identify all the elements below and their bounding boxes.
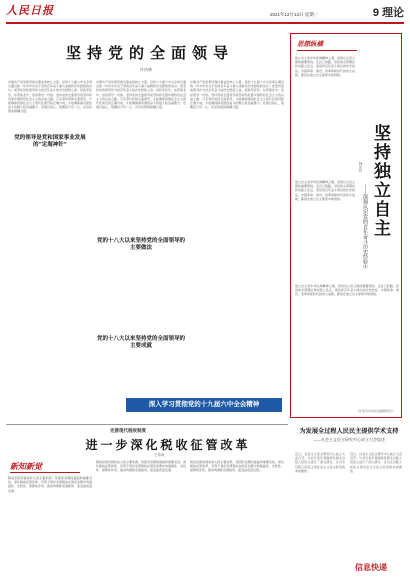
xinzhi-badge: 新知新觉 [10, 461, 42, 471]
right-lower-column-2: 近日，社会主义民主研究中心成立大会召开。与会专家学者围绕发展全过程人民民主进行了深入研讨，认为全过程人民民主是社会主义民主政治的本质属性。 [350, 452, 402, 473]
masthead [0, 0, 410, 24]
right-lower-column-1: 近日，社会主义民主研究中心成立大会召开。与会专家学者围绕发展全过程人民民主进行了深入研讨，认为全过程人民民主是社会主义民主政治的本质属性。 [295, 452, 345, 473]
main-article-title: 坚持党的全面领导 [65, 44, 234, 62]
lower-article-title: 进一步深化税收征管改革 [85, 438, 251, 452]
badge-rule [297, 50, 357, 51]
top-rule [6, 22, 404, 24]
main-article-column-2: 中国共产党是领导我们事业的核心力量。党的十九届六中全会审议通过的《中共中央关于党的百年奋斗重大成就和历史经验的决议》把坚持党的领导作为党百年奋斗的历史经验之首。党政军民学，东西南北中，党是领导一切的。坚持党的全面领导是坚持和发展中国特色社会主义的必由之路。只有坚持党的全面领导，才能确保我国社会主义现代化建设的正确方向，才能确保拥有团结奋斗的强大政治凝聚力、发展自信心，集聚起万众一心、共克时艰的磅礴力量。 [96, 80, 186, 110]
boxed-article-text-mid: 独立自主是中华民族精神之魂，是我们立党立国的重要原则。走自己的路，是党的全部理论和实践立足点，更是党百年奋斗得出的历史结论。中国革命、建设、改革和新时代的伟大成就，都是在独立自主探索中取得的。 [295, 180, 355, 201]
lower-article-kicker: 完善现代税收制度 [110, 429, 146, 434]
lower-article-column-3: 税收是国家财政收入的主要来源，是国家治理的基础和重要支柱。深化税收征管改革，有利于更好发挥税收在国家治理中的基础性、支柱性、保障性作用，推动构建新发展格局，促进高质量发展。 [190, 460, 284, 473]
boxed-article-text-bottom: 独立自主是中华民族精神之魂，是我们立党立国的重要原则。走自己的路，是党的全部理论和实践立足点，更是党百年奋斗得出的历史结论。中国革命、建设、改革和新时代的伟大成就，都是在独立自主探索中取得的。 [295, 284, 399, 297]
boxed-article-subtitle: ——深刻认识党的百年奋斗历史经验④ [362, 184, 368, 269]
lower-article-column-2: 税收是国家财政收入的主要来源，是国家治理的基础和重要支柱。深化税收征管改革，有利于更好发挥税收在国家治理中的基础性、支柱性、保障性作用，推动构建新发展格局，促进高质量发展。 [96, 460, 186, 473]
main-article-column-1: 中国共产党是领导我们事业的核心力量。党的十九届六中全会审议通过的《中共中央关于党的百年奋斗重大成就和历史经验的决议》把坚持党的领导作为党百年奋斗的历史经验之首。党政军民学，东西南北中，党是领导一切的。坚持党的全面领导是坚持和发展中国特色社会主义的必由之路。只有坚持党的全面领导，才能确保我国社会主义现代化建设的正确方向，才能确保拥有团结奋斗的强大政治凝聚力、发展自信心，集聚起万众一心、共克时艰的磅礴力量。 [8, 80, 92, 114]
right-lower-title: 为发展全过程人民民主提供学术支持 [299, 428, 399, 435]
main-article-column-3: 中国共产党是领导我们事业的核心力量。党的十九届六中全会审议通过的《中共中央关于党的百年奋斗重大成就和历史经验的决议》把坚持党的领导作为党百年奋斗的历史经验之首。党政军民学，东西南北中，党是领导一切的。坚持党的全面领导是坚持和发展中国特色社会主义的必由之路。只有坚持党的全面领导，才能确保我国社会主义现代化建设的正确方向，才能确保拥有团结奋斗的强大政治凝聚力、发展自信心，集聚起万众一心、共克时艰的磅礴力量。 [190, 80, 284, 110]
dateline: 2021年12月13日 星期一 [270, 12, 319, 17]
boxed-article-text-top: 独立自主是中华民族精神之魂，是我们立党立国的重要原则。走自己的路，是党的全部理论和实践立足点，更是党百年奋斗得出的历史结论。中国革命、建设、改革和新时代的伟大成就，都是在独立自主探索中取得的。 [295, 56, 355, 77]
brief-badge: 信息快递 [355, 563, 387, 572]
lower-article-column-1: 税收是国家财政收入的主要来源，是国家治理的基础和重要支柱。深化税收征管改革，有利于更好发挥税收在国家治理中的基础性、支柱性、保障性作用，推动构建新发展格局，促进高质量发展。 [8, 476, 92, 493]
xinzhi-rule [10, 472, 80, 473]
lower-article-author: 王伟域 [154, 453, 165, 457]
boxed-article [290, 33, 402, 418]
main-article-author: 许庆林 [140, 67, 152, 72]
main-subhead-3: 党的十八大以来坚持党的全面领导的主要成就 [96, 336, 185, 349]
boxed-article-author: 韩庆祥 [359, 162, 363, 173]
right-lower-subtitle: ——社会主义民主研究中心成立大会综述 [313, 437, 385, 442]
column-badge: 思想纵横 [297, 40, 323, 48]
main-subhead-1: 党的领导是党和国家事业发展的“定海神针” [8, 135, 92, 149]
boxed-article-title: 坚持独立自主 [370, 124, 390, 238]
section-divider [6, 424, 288, 425]
boxed-article-footer: （作者为中央党校副教育长） [355, 409, 395, 413]
main-subhead-2: 党的十八大以来坚持党的全面领导的主要做法 [96, 238, 185, 251]
theme-banner: 深入学习贯彻党的十九届六中全会精神 [126, 398, 282, 412]
section-label: 9 理论 [372, 7, 404, 19]
newspaper-logo: 人民日报 [6, 4, 54, 17]
